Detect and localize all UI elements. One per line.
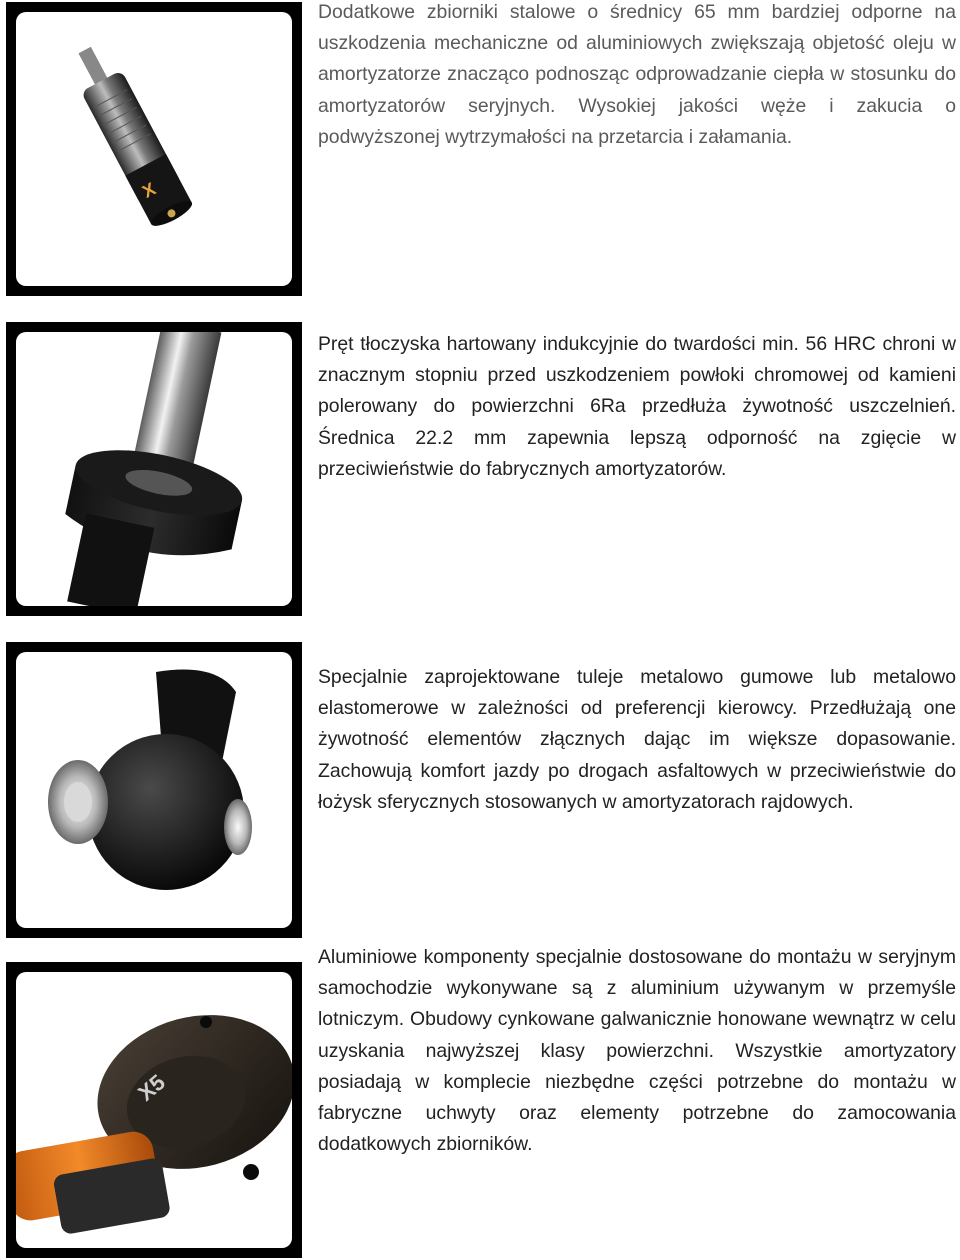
piston-rod-description: Pręt tłoczyska hartowany indukcyjnie do twardości min. 56 HRC chroni w znacznym stopniu przed uszkodzeniem powłoki chromowej od kamieni polerowany do powierzchni 6Ra przedłuża żywotność uszczelnień. Średnica 22.2 mm zapewnia lepszą odporność na zgięcie w przeciwieństwie do fabrycznych amortyzatorów. <box>318 333 956 480</box>
svg-text:X: X <box>139 178 160 202</box>
reservoir-image <box>16 12 292 286</box>
reservoir-description: Dodatkowe zbiorniki stalowe o średnicy 65 mm bardziej odporne na uszkodzenia mechaniczne od aluminiowych zwiększają objetość oleju w amortyzatorze znacząco podnosząc odprowadzanie ciepła w stosunku do amortyzatorów seryjnych. Wysokiej jakości węże i zakucia o podwyższonej wytrzymałości na przetarcia i załamania. <box>318 1 956 148</box>
piston-rod-image-frame <box>6 322 302 616</box>
bushing-image-frame <box>6 642 302 938</box>
reservoir-image-frame <box>6 2 302 296</box>
svg-text:X5: X5 <box>133 1069 170 1106</box>
aluminium-components-image-frame <box>6 962 302 1258</box>
bushing-description: Specjalnie zaprojektowane tuleje metalowo gumowe lub metalowo elastomerowe w zależności od preferencji kierowcy. Przedłużają one żywotność elementów złącznych dając im większe dopasowanie. Zachowują komfort jazdy po drogach asfaltowych w przeciwieństwie do łożysk sferycznych stosowanych w amortyzatorach rajdowych. <box>318 666 956 813</box>
piston-rod-image <box>16 332 292 606</box>
piston-rod-illustration <box>16 332 292 606</box>
bushing-image <box>16 652 292 928</box>
reservoir-illustration <box>16 12 292 286</box>
bushing-illustration <box>16 652 292 928</box>
aluminium-components-illustration <box>16 972 292 1248</box>
aluminium-components-description: Aluminiowe komponenty specjalnie dostosowane do montażu w seryjnym samochodzie wykonywane są z aluminium używanym w przemyśle lotniczym. Obudowy cynkowane galwanicznie honowane wewnątrz w celu uzyskania najwyższej klasy powierzchni. Wszystkie amortyzatory posiadają w komplecie niezbędne części potrzebne do montażu w fabryczne uchwyty oraz elementy potrzebne do zamocowania dodatkowych zbiorników. <box>318 946 956 1156</box>
aluminium-components-image <box>16 972 292 1248</box>
